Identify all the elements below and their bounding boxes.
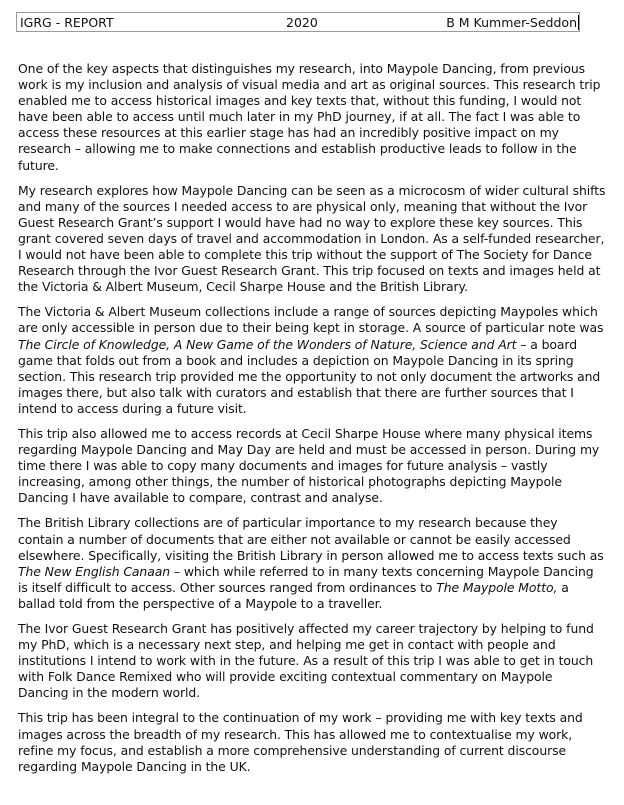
text-run: One of the key aspects that distinguishes my research, into Maypole Dancing, from previous work is my inclusion and analysis of visual media and art as original sources. This research trip enabled me to access historical images and key texts that, without this funding, I would not have been able to access until much later in my PhD journey, if at all. The fact I was able to access these resources at this earlier stage has had an incredibly positive impact on my research – allowing me to make connections and establish productive leads to follow in the future. <box>18 61 601 173</box>
text-run: The Ivor Guest Research Grant has positively affected my career trajectory by helping to fund my PhD, which is a necessary next step, and helping me get in contact with people and institutions I intend to work with in the future. As a result of this trip I was able to get in touch with Folk Dance Remixed who will provide exciting contextual commentary on Maypole Dancing in the modern world. <box>18 621 594 701</box>
text-run: – which while referred to in many texts concerning Maypole Dancing is itself difficult to access. Other sources ranged from ordinances to <box>18 563 594 595</box>
text-run: – a board game that folds out from a book and includes a depiction on Maypole Dancing in its spring section. This research trip provided me the opportunity to not only document the artworks and images there, but also talk with curators and establish that there are further sources that I intend to access during a future visit. <box>18 336 601 416</box>
report-body <box>18 61 606 784</box>
text-run: This trip also allowed me to access records at Cecil Sharpe House where many physical items regarding Maypole Dancing and May Day are held and must be accessed in person. During my time there I was able to copy many documents and images for future analysis – vastly increasing, among other things, the number of historical photographs depicting Maypole Dancing I have available to compare, contrast and analyse. <box>18 425 600 506</box>
text-cursor <box>578 15 579 30</box>
paragraph <box>18 61 606 174</box>
paragraph <box>18 426 606 506</box>
italic-title: The Circle of Knowledge, A New Game of the Wonders of Nature, Science and Art <box>18 336 517 352</box>
paragraph <box>18 304 606 417</box>
header-year: 2020 <box>286 15 318 30</box>
text-run: a ballad told from the perspective of a Maypole to a traveller. <box>18 579 569 611</box>
paragraph <box>18 710 606 774</box>
text-run: My research explores how Maypole Dancing can be seen as a microcosm of wider cultural shifts and many of the sources I needed access to are physical only, meaning that without the Ivor Guest Research Grant’s support I would have had no way to explore these key sources. This grant covered seven days of travel and accommodation in London. As a self-funded researcher, I would not have been able to complete this trip without the support of The Society for Dance Research through the Ivor Guest Research Grant. This trip focused on texts and images held at the Victoria & Albert Museum, Cecil Sharpe House and the British Library. <box>18 182 606 295</box>
text-run: This trip has been integral to the continuation of my work – providing me with key texts and images across the breadth of my research. This has allowed me to contextualise my work, refine my focus, and establish a more comprehensive understanding of current discourse regarding Maypole Dancing in the UK. <box>18 710 583 774</box>
italic-title: The New English Canaan <box>18 563 171 579</box>
header-left-text: IGRG - REPORT <box>20 15 114 30</box>
text-run: The British Library collections are of particular importance to my research because they contain a number of documents that are either not available or cannot be easily accessed elsewhere. Specifically, visiting the British Library in person allowed me to access texts such as <box>18 515 604 563</box>
paragraph <box>18 183 606 296</box>
header-author: B M Kummer-Seddon <box>446 15 577 30</box>
text-run: The Victoria & Albert Museum collections include a range of sources depicting Maypoles which are only accessible in person due to their being kept in storage. A source of particular note was <box>18 304 604 336</box>
italic-title: The Maypole Motto, <box>436 579 558 595</box>
page-header[interactable] <box>16 12 580 32</box>
paragraph <box>18 621 606 701</box>
paragraph <box>18 515 606 612</box>
